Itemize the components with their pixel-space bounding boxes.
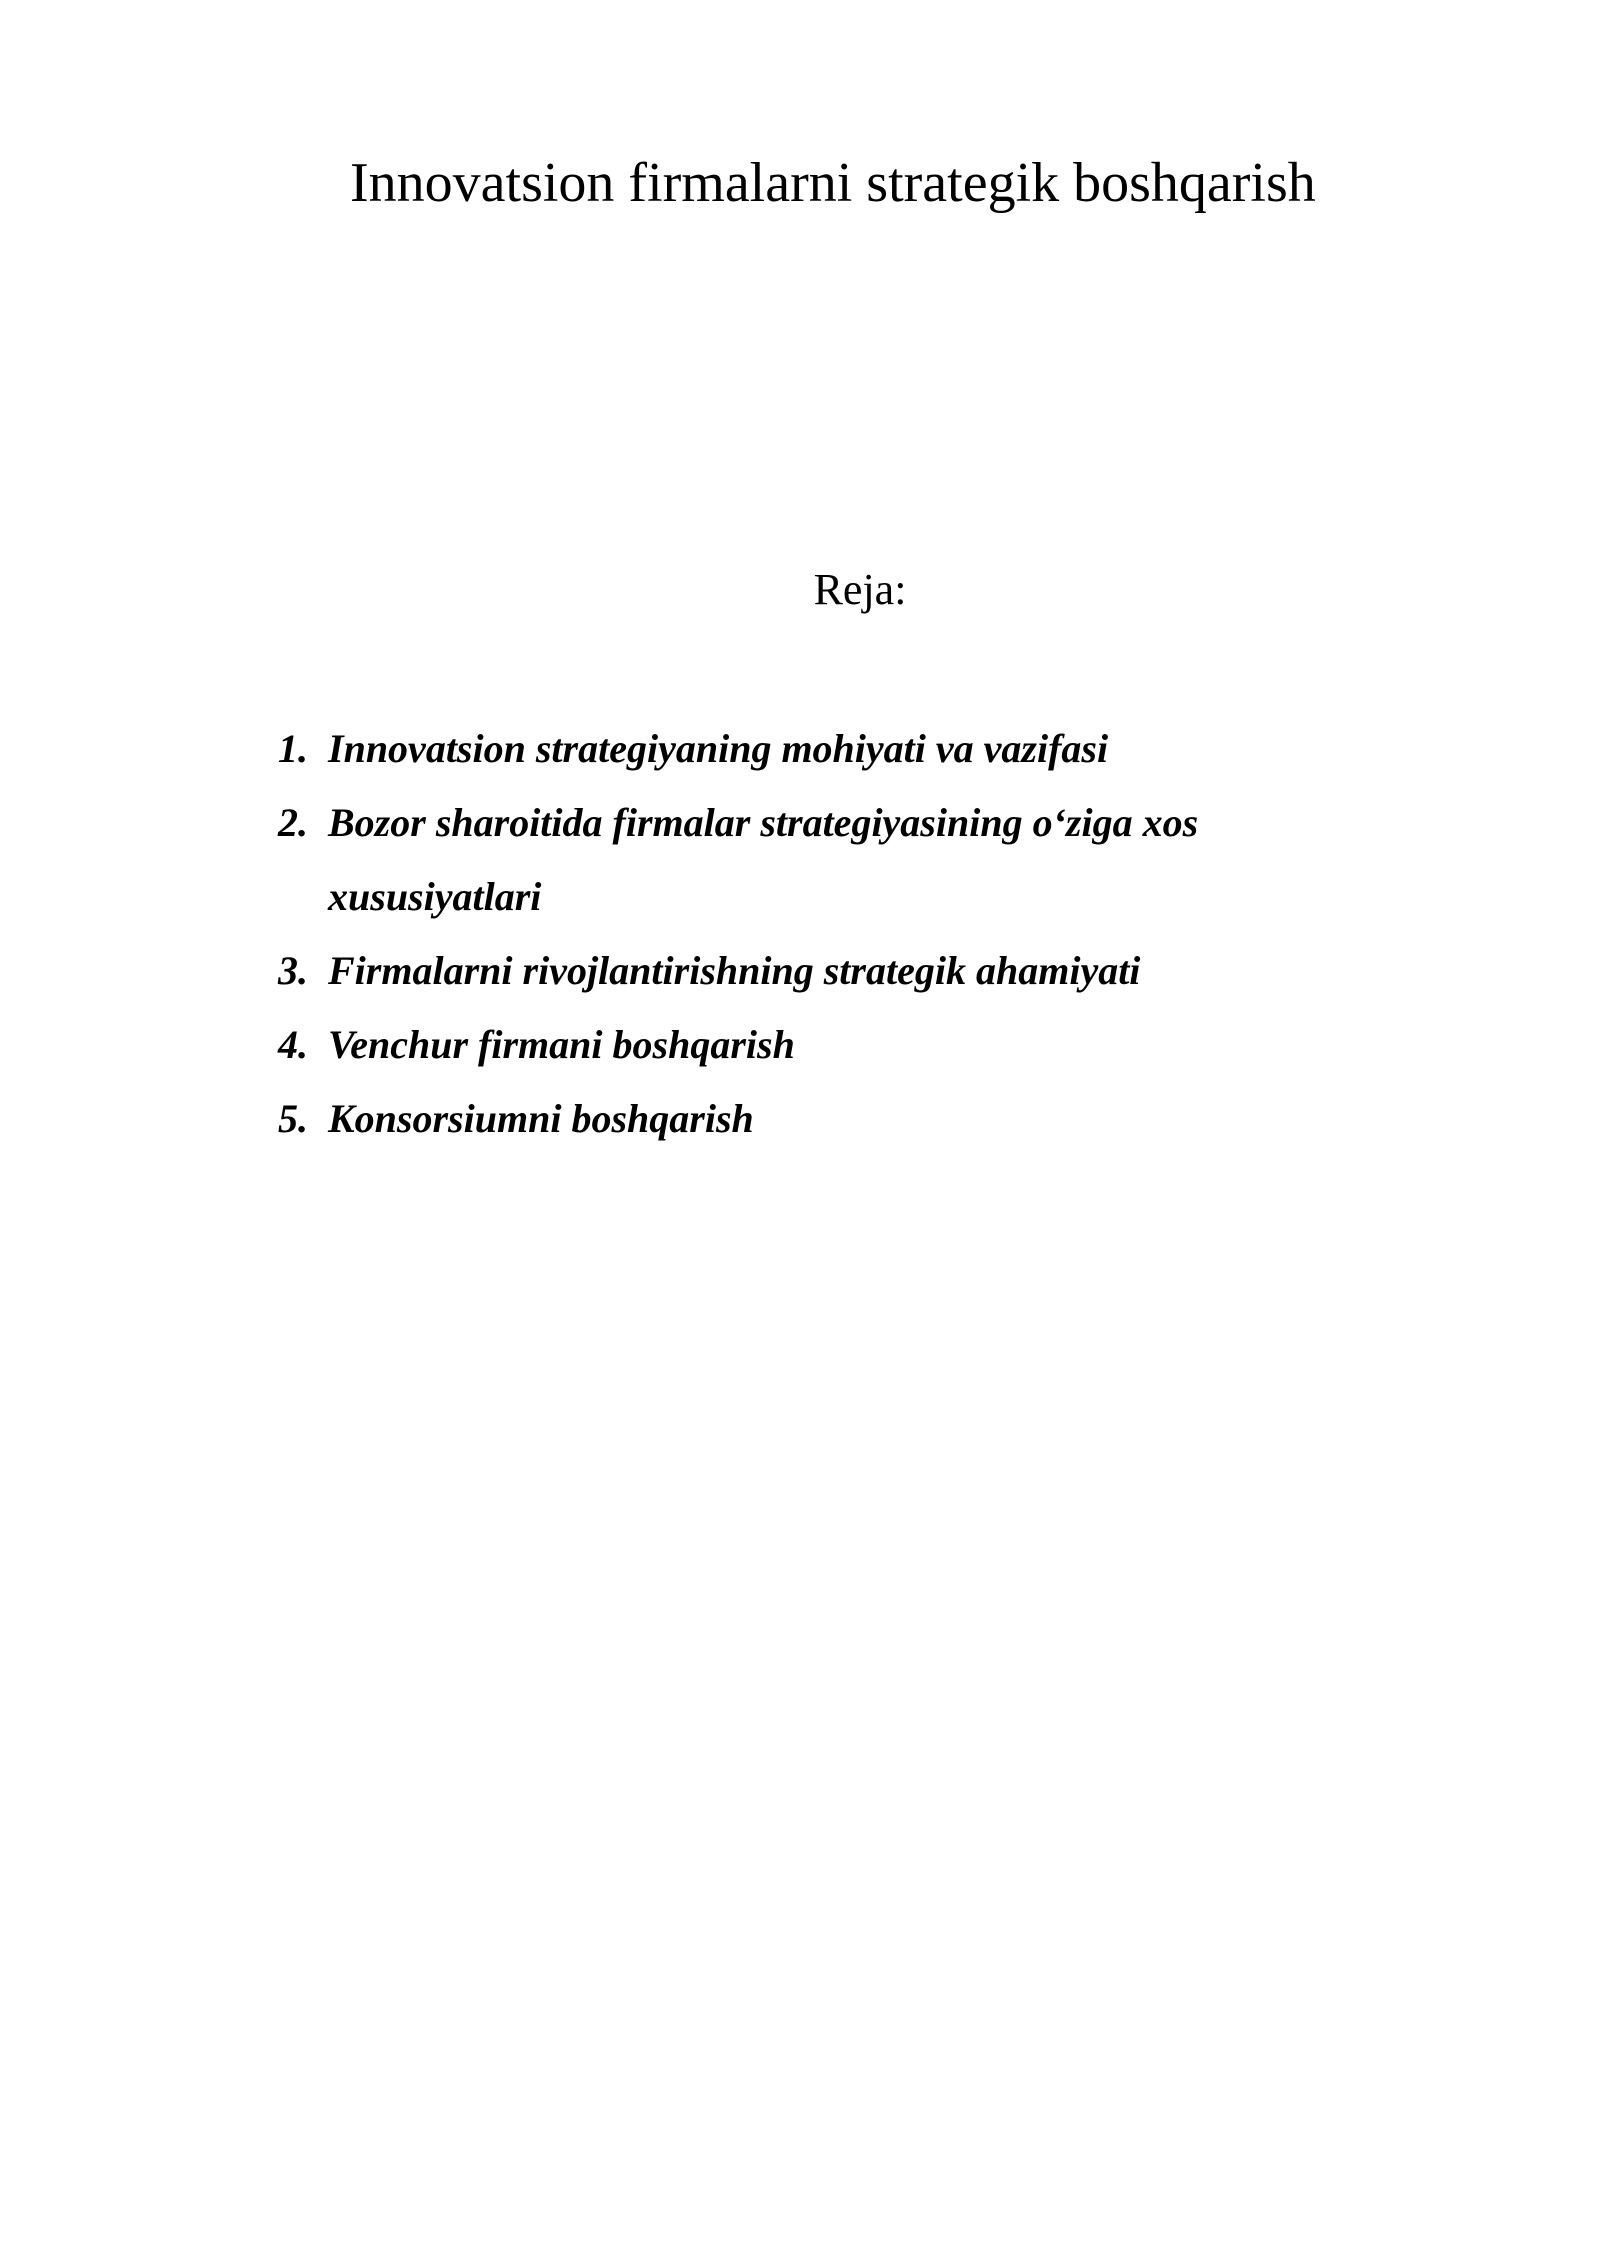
plan-item-2 <box>278 786 1378 934</box>
plan-item-text: Innovatsion strategiyaning mohiyati va vazifasi <box>328 726 1109 771</box>
plan-item-text: Bozor sharoitida firmalar strategiyasining o‘ziga xos xususiyatlari <box>328 800 1199 919</box>
plan-item-number: 3. <box>278 948 308 993</box>
document-title: Innovatsion firmalarni strategik boshqarish <box>350 152 1316 214</box>
plan-item-text: Venchur firmani boshqarish <box>328 1022 795 1067</box>
plan-item-number: 5. <box>278 1096 308 1141</box>
plan-item-4 <box>278 1008 1378 1082</box>
plan-item-number: 4. <box>278 1022 308 1067</box>
plan-item-5 <box>278 1082 1378 1156</box>
plan-item-number: 1. <box>278 726 308 771</box>
plan-item-1 <box>278 712 1378 786</box>
plan-item-3 <box>278 934 1378 1008</box>
plan-heading: Reja: <box>813 565 907 614</box>
plan-list <box>278 712 1378 1156</box>
plan-item-text: Firmalarni rivojlantirishning strategik ahamiyati <box>328 948 1141 993</box>
plan-item-text: Konsorsiumni boshqarish <box>328 1096 754 1141</box>
plan-item-number: 2. <box>278 800 308 845</box>
